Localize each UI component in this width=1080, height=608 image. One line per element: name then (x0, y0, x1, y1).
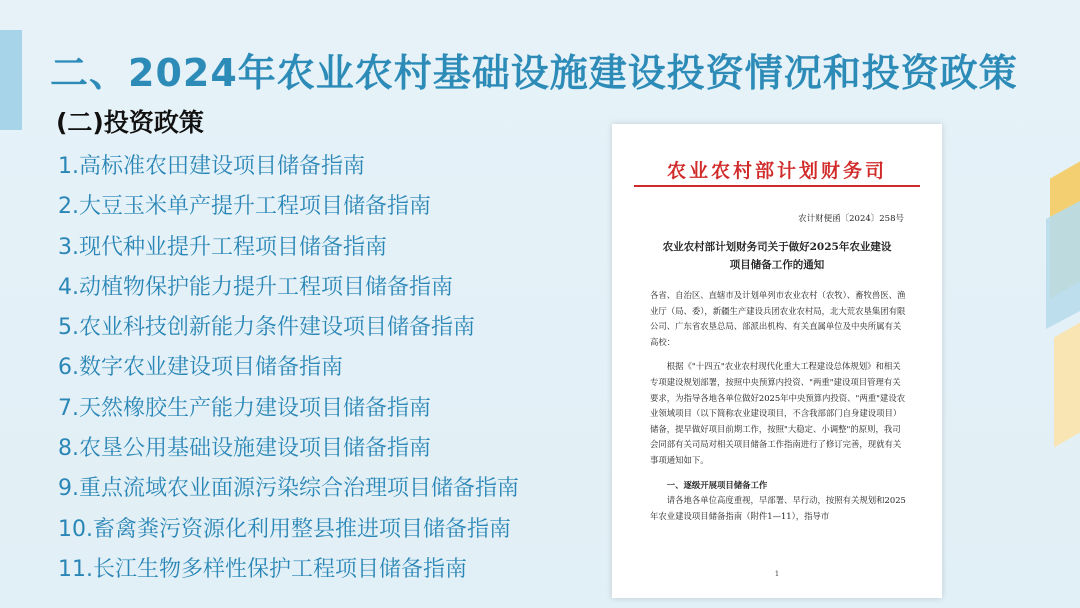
list-item: 8.农垦公用基础设施建设项目储备指南 (58, 436, 431, 462)
section-subtitle: (二)投资政策 (56, 108, 204, 137)
decorative-light-yellow-shape (1054, 322, 1080, 447)
document-page-number: 1 (774, 570, 780, 578)
document-section-heading: 一、逐级开展项目储备工作 (666, 479, 768, 490)
document-paragraph: 根据《"十四五"农业农村现代化重大工程建设总体规划》和相关专项建设规划部署，按照中央预算内投资、"两重"建设项目管理有关要求，为指导各地各单位做好2025年中央预算内投资、"两重"建设农业领域项目（以下简称农业建设项目，不含我部部门自身建设项目）储备，提早做好项目前期工作，按照"大稳定、小调整"的原则，我司会同部有关司局对相关项目储备工作指南进行了修订完善，现就有关事项通知如下。 (650, 361, 906, 465)
list-item: 7.天然橡胶生产能力建设项目储备指南 (58, 395, 431, 421)
document-body (650, 288, 908, 533)
list-item: 3.现代种业提升工程项目储备指南 (58, 234, 387, 260)
decorative-blue-shape (1046, 201, 1080, 329)
list-item: 2.大豆玉米单产提升工程项目储备指南 (58, 194, 431, 220)
document-red-line (634, 185, 920, 187)
document-number: 农计财便函〔2024〕258号 (798, 214, 904, 224)
list-item: 11.长江生物多样性保护工程项目储备指南 (58, 556, 467, 582)
guide-list (58, 151, 519, 594)
list-item: 1.高标准农田建设项目储备指南 (58, 154, 365, 179)
page-title: 二、2024年农业农村基础设施建设投资情况和投资政策 (50, 51, 1018, 95)
document-addressees: 各省、自治区、直辖市及计划单列市农业农村（农牧）、畜牧兽医、渔业厅（局、委），新疆生产建设兵团农业农村局，北大荒农垦集团有限公司、广东省农垦总局、部派出机构、有关直属单位及中央所属有关高校： (650, 290, 906, 347)
document-paragraph: 请各地各单位高度重视，早部署、早行动，按照有关规划和2025年农业建设项目储备指南（附件1—11），指导市 (650, 495, 906, 521)
document-heading-line: 农业农村部计划财务司关于做好2025年农业建设 (662, 241, 892, 253)
document-issuer: 农业农村部计划财务司 (666, 160, 887, 182)
document-heading-line: 项目储备工作的通知 (729, 259, 825, 271)
list-item: 9.重点流域农业面源污染综合治理项目储备指南 (58, 476, 519, 502)
notice-document-image (612, 124, 942, 598)
list-item: 4.动植物保护能力提升工程项目储备指南 (58, 274, 453, 300)
list-item: 5.农业科技创新能力条件建设项目储备指南 (58, 315, 475, 341)
list-item: 10.畜禽粪污资源化利用整县推进项目储备指南 (58, 516, 511, 542)
document-heading (612, 238, 942, 274)
decorative-left-bar (0, 30, 22, 130)
list-item: 6.数字农业建设项目储备指南 (58, 355, 343, 381)
